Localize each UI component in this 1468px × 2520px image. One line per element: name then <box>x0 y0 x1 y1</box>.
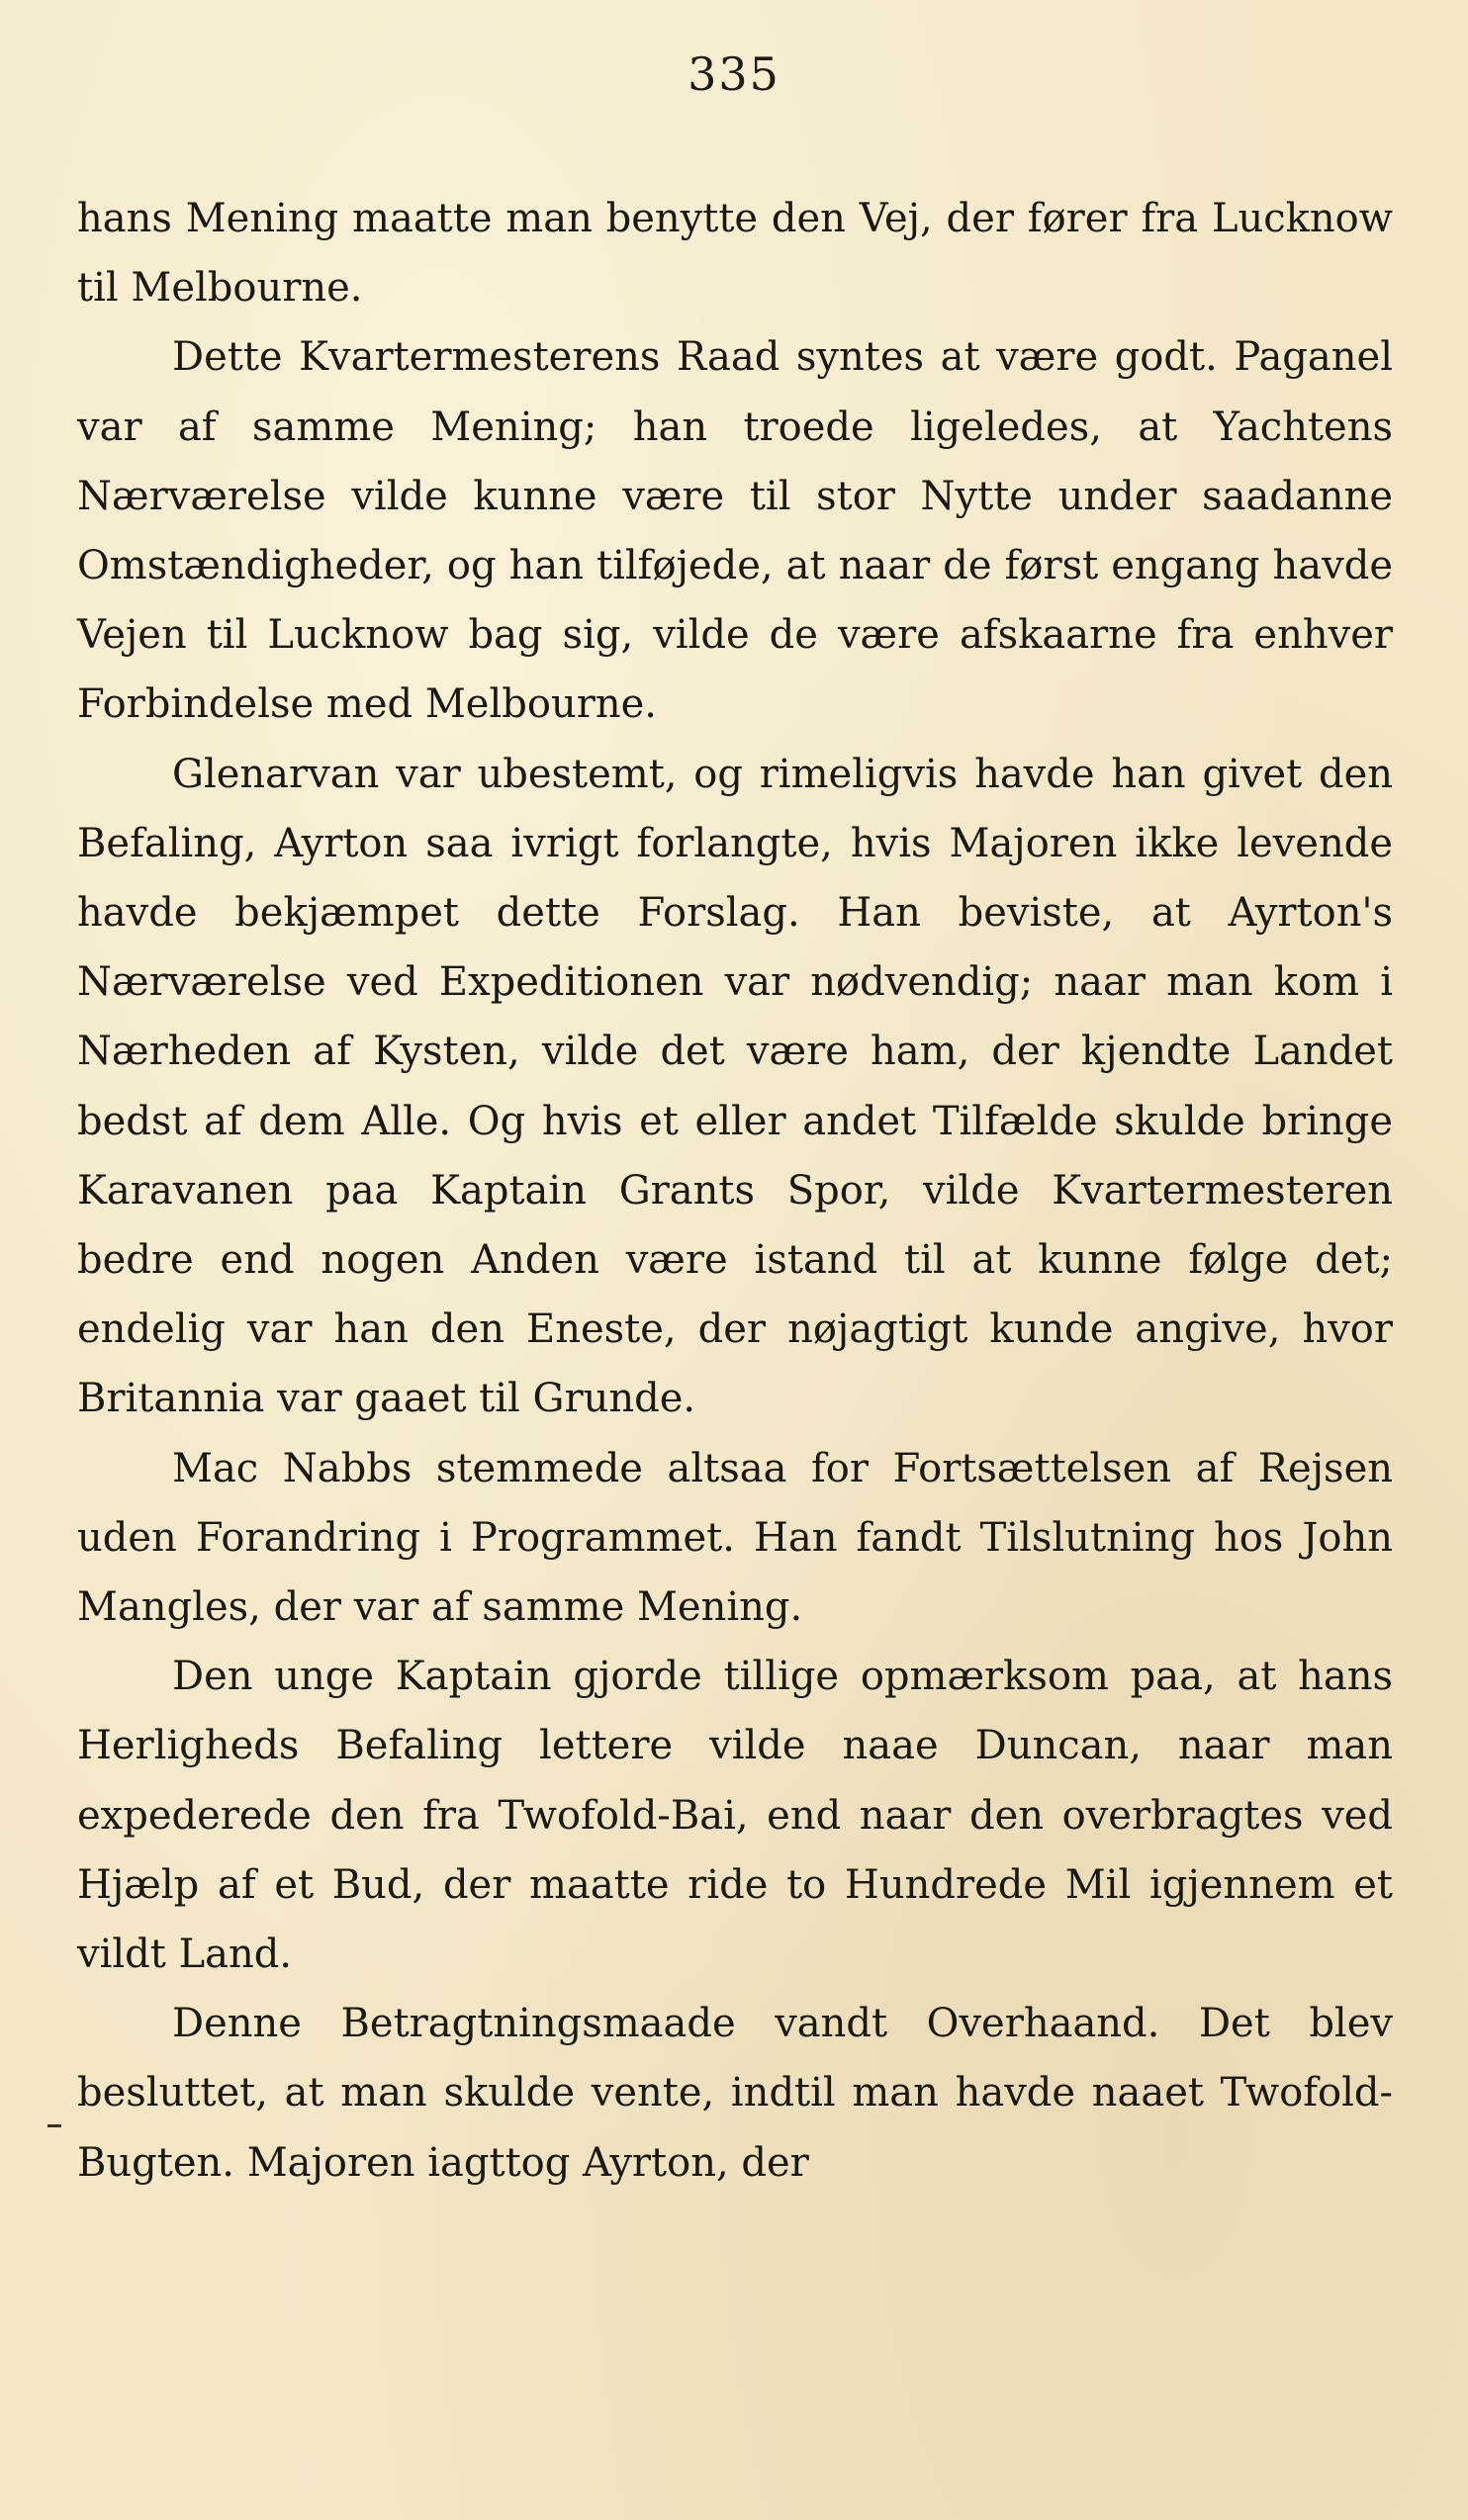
paragraph-2: Dette Kvartermesterens Raad syntes at være godt. Paganel var af samme Mening; han troede ligeledes, at Yachtens Nærværelse vilde kunne være til stor Nytte under saadanne Omstændigheder, og han tilføjede, at naar de først engang havde Vejen til Lucknow bag sig, vilde de være afskaarne fra enhver Forbindelse med Melbourne. <box>77 334 1393 728</box>
paragraph-6: Denne Betragtningsmaade vandt Overhaand. Det blev besluttet, at man skulde vente, indtil man havde naaet Twofold-Bugten. Majoren iagttog Ayrton, der <box>77 2001 1393 2186</box>
paragraph-5: Den unge Kaptain gjorde tillige opmærksom paa, at hans Herligheds Befaling lettere vilde naae Duncan, naar man expederede den fra Twofold-Bai, end naar den overbragtes ved Hjælp af et Bud, der maatte ride to Hundrede Mil igjennem et vildt Land. <box>77 1654 1393 1978</box>
paragraph-3: Glenarvan var ubestemt, og rimeligvis havde han givet den Befaling, Ayrton saa ivrigt forlangte, hvis Majoren ikke levende havde bekjæmpet dette Forslag. Han beviste, at Ayrton's Nærværelse ved Expeditionen var nødvendig; naar man kom i Nærheden af Kysten, vilde det være ham, der kjendte Landet bedst af dem Alle. Og hvis et eller andet Tilfælde skulde bringe Karavanen paa Kaptain Grants Spor, vilde Kvartermesteren bedre end nogen Anden være istand til at kunne følge det; endelig var han den Eneste, der nøjagtigt kunde angive, hvor Britannia var gaaet til Grunde. <box>77 751 1393 1422</box>
body-text <box>77 184 1393 2198</box>
margin-mark <box>47 2124 61 2127</box>
paragraph-4: Mac Nabbs stemmede altsaa for Fortsættelsen af Rejsen uden Forandring i Programmet. Han fandt Tilslutning hos John Mangles, der var af samme Mening. <box>77 1445 1393 1631</box>
paragraph-1: hans Mening maatte man benytte den Vej, der fører fra Lucknow til Melbourne. <box>77 196 1393 312</box>
page-number: 335 <box>688 47 780 101</box>
